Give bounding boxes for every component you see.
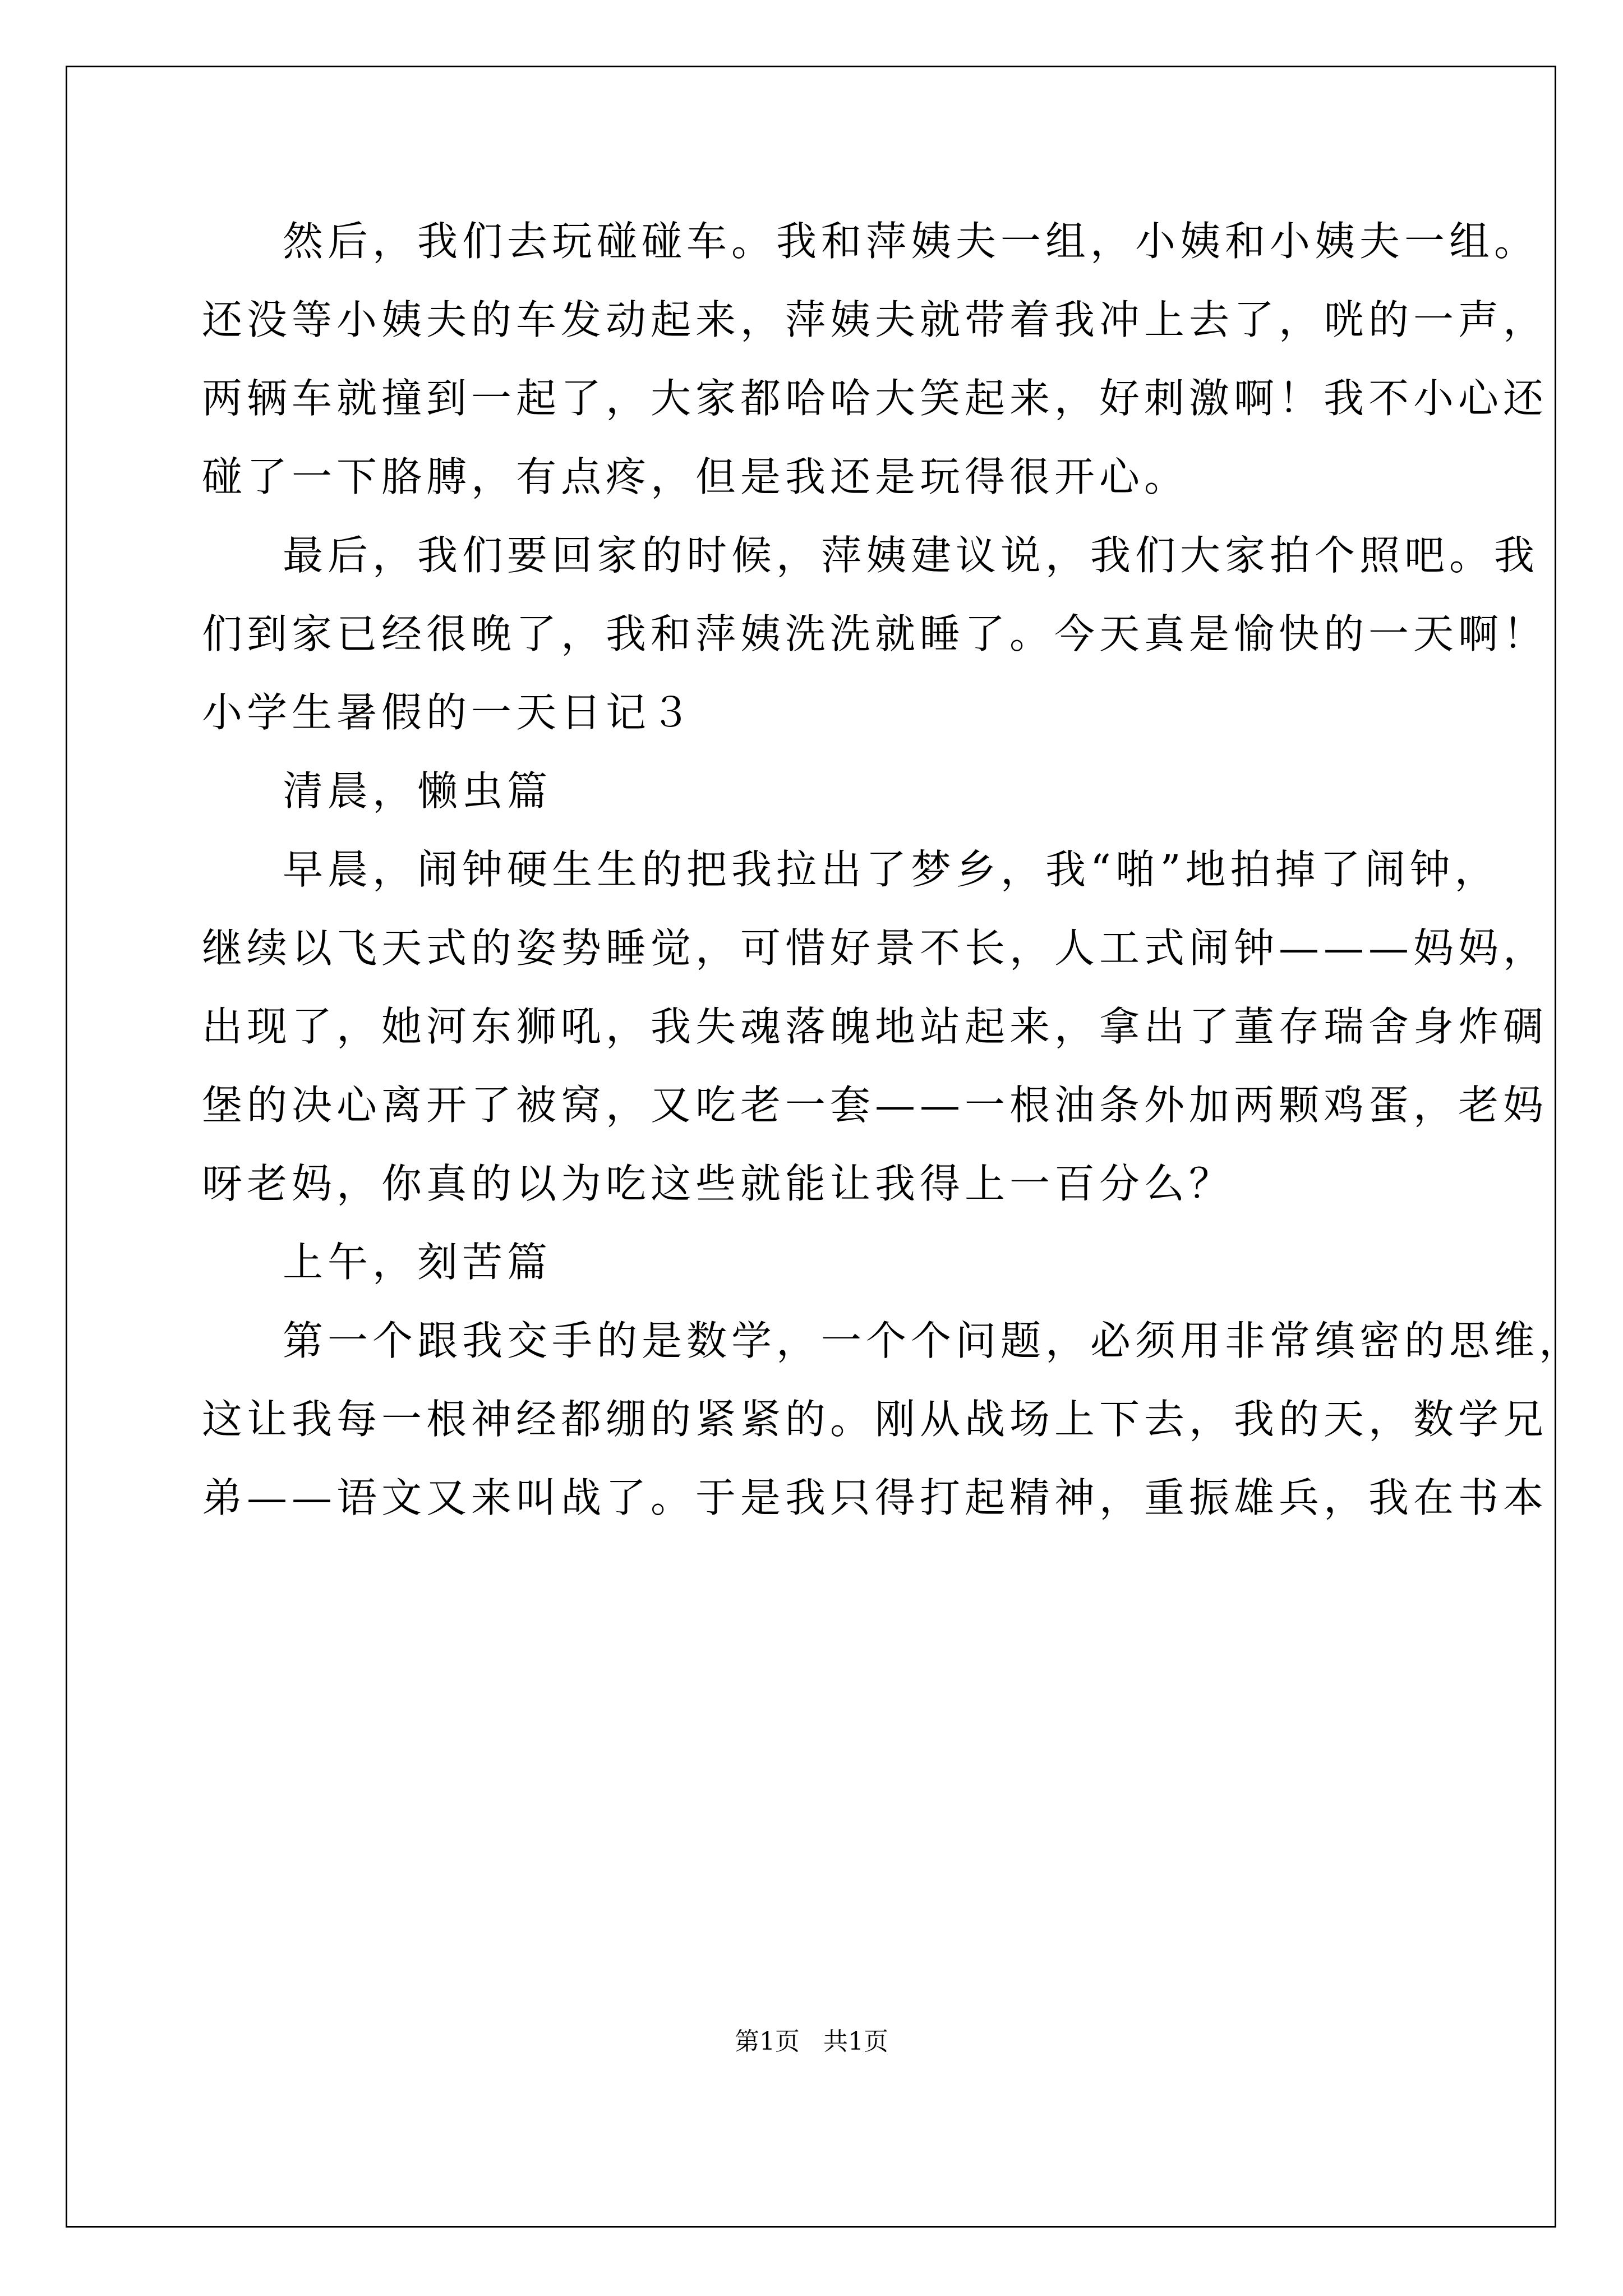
text-line: 出现了，她河东狮吼，我失魂落魄地站起来，拿出了董存瑞舍身炸碉 bbox=[202, 1003, 1548, 1050]
text-line: 呀老妈，你真的以为吃这些就能让我得上一百分么？ bbox=[202, 1160, 1234, 1207]
text-line: 上午，刻苦篇 bbox=[283, 1239, 552, 1286]
text-line: 这让我每一根神经都绷的紧紧的。刚从战场上下去，我的天，数学兄 bbox=[202, 1396, 1548, 1443]
text-line: 第一个跟我交手的是数学，一个个问题，必须用非常缜密的思维， bbox=[283, 1317, 1584, 1364]
text-line: 然后，我们去玩碰碰车。我和萍姨夫一组，小姨和小姨夫一组。 bbox=[283, 218, 1539, 265]
text-line: 两辆车就撞到一起了，大家都哈哈大笑起来，好刺激啊！我不小心还 bbox=[202, 375, 1548, 422]
text-line: 堡的决心离开了被窝，又吃老一套——一根油条外加两颗鸡蛋，老妈 bbox=[202, 1082, 1548, 1129]
text-line: 继续以飞天式的姿势睡觉，可惜好景不长，人工式闹钟———妈妈， bbox=[202, 924, 1548, 972]
text-line: 还没等小姨夫的车发动起来，萍姨夫就带着我冲上去了，咣的一声， bbox=[202, 296, 1548, 343]
text-line: 弟——语文又来叫战了。于是我只得打起精神，重振雄兵，我在书本 bbox=[202, 1474, 1548, 1521]
text-line: 早晨，闹钟硬生生的把我拉出了梦乡，我“啪”地拍掉了闹钟， bbox=[283, 846, 1500, 893]
text-line: 清晨，懒虫篇 bbox=[283, 767, 552, 815]
text-line: 小学生暑假的一天日记３ bbox=[202, 689, 696, 736]
text-line: 最后，我们要回家的时候，萍姨建议说，我们大家拍个照吧。我 bbox=[283, 532, 1539, 579]
document-body bbox=[202, 213, 1584, 1548]
text-line: 碰了一下胳膊，有点疼，但是我还是玩得很开心。 bbox=[202, 453, 1189, 500]
page-footer: 第1页 共1页 bbox=[735, 2027, 888, 2056]
text-line: 们到家已经很晚了，我和萍姨洗洗就睡了。今天真是愉快的一天啊！ bbox=[202, 610, 1548, 657]
